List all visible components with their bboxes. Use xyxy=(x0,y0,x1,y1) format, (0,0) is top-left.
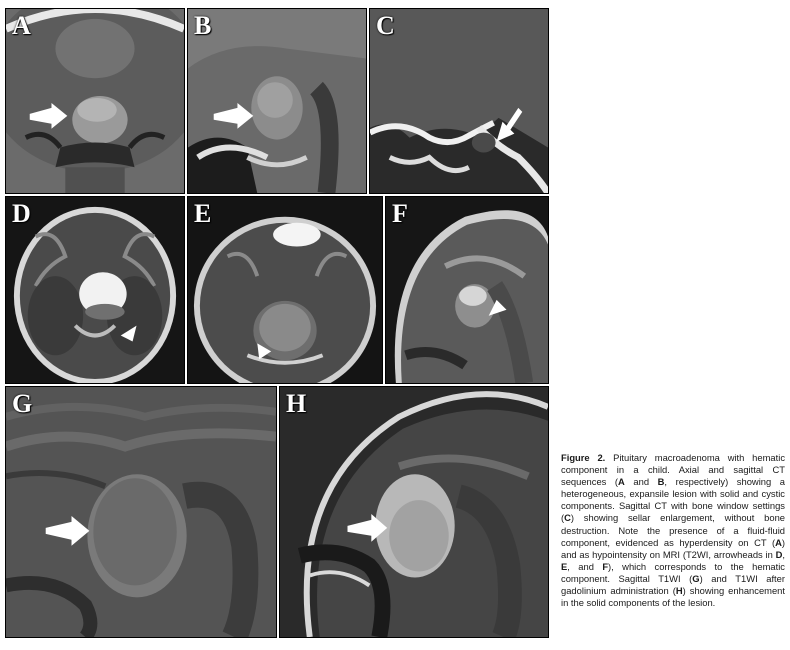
panel-e-coronal-t2 xyxy=(187,196,383,384)
panel-g-sagittal-t1 xyxy=(5,386,277,638)
caption-ref-b1: B xyxy=(657,476,665,488)
caption-ref-f1: F xyxy=(602,560,609,572)
caption-text-9: ) and T1WI after gadolinium administration ( xyxy=(561,572,785,597)
figure-caption xyxy=(561,452,785,609)
panel-b-letter: B xyxy=(194,11,212,40)
panel-h-sagittal-t1-gadolinium xyxy=(279,386,549,638)
panel-b-sagittal-ct xyxy=(187,8,367,194)
caption-text-6: , xyxy=(782,548,785,560)
caption-text-4: ) showing sellar enlargement, without bone destruction. Note the presence of a fluid-fluid component, evidenced as hyperdensity on CT ( xyxy=(561,512,785,548)
panel-d-axial-t2 xyxy=(5,196,185,384)
figure-panels xyxy=(5,8,549,638)
caption-ref-a1: A xyxy=(618,476,625,488)
panel-d-letter: D xyxy=(12,199,31,228)
caption-ref-h1: H xyxy=(675,585,683,597)
caption-label: Figure 2. xyxy=(561,452,606,463)
panel-c-bone-window-ct xyxy=(369,8,549,194)
panel-g-image xyxy=(6,387,276,637)
panel-h-letter: H xyxy=(286,389,307,418)
panel-f-sagittal-t2 xyxy=(385,196,549,384)
panel-c-letter: C xyxy=(376,11,395,40)
caption-ref-d1: D xyxy=(775,548,783,560)
panel-c-image xyxy=(370,9,548,193)
caption-ref-e1: E xyxy=(561,560,568,572)
caption-text-10: ) showing enhancement in the solid components of the lesion. xyxy=(561,585,785,609)
caption-text-8: ), which corresponds to the hematic component. Sagittal T1WI ( xyxy=(561,560,785,584)
panel-a-image xyxy=(6,9,184,193)
caption-ref-g1: G xyxy=(692,572,700,584)
panel-f-letter: F xyxy=(392,199,408,228)
panel-b-image xyxy=(188,9,366,193)
panel-d-image xyxy=(6,197,184,383)
panel-h-image xyxy=(280,387,548,637)
panel-f-image xyxy=(386,197,548,383)
panel-e-image xyxy=(188,197,382,383)
caption-ref-c1: C xyxy=(564,512,571,524)
caption-text-5: ) and as hypointensity on MRI (T2WI, arrowheads in xyxy=(561,536,785,560)
panel-a-letter: A xyxy=(12,11,31,40)
caption-ref-a2: A xyxy=(775,536,782,548)
caption-text-7: , and xyxy=(567,560,603,572)
panel-g-letter: G xyxy=(12,389,33,418)
caption-text-2: and xyxy=(624,476,658,488)
panel-a-axial-ct xyxy=(5,8,185,194)
caption-text-1: Pituitary macroadenoma with hematic component in a child. Axial and sagittal CT sequences ( xyxy=(561,452,786,488)
panel-e-letter: E xyxy=(194,199,212,228)
caption-text-3: , respectively) showing a heterogeneous, expansile lesion with solid and cystic components. Sagittal CT with bone window settings ( xyxy=(561,476,785,524)
